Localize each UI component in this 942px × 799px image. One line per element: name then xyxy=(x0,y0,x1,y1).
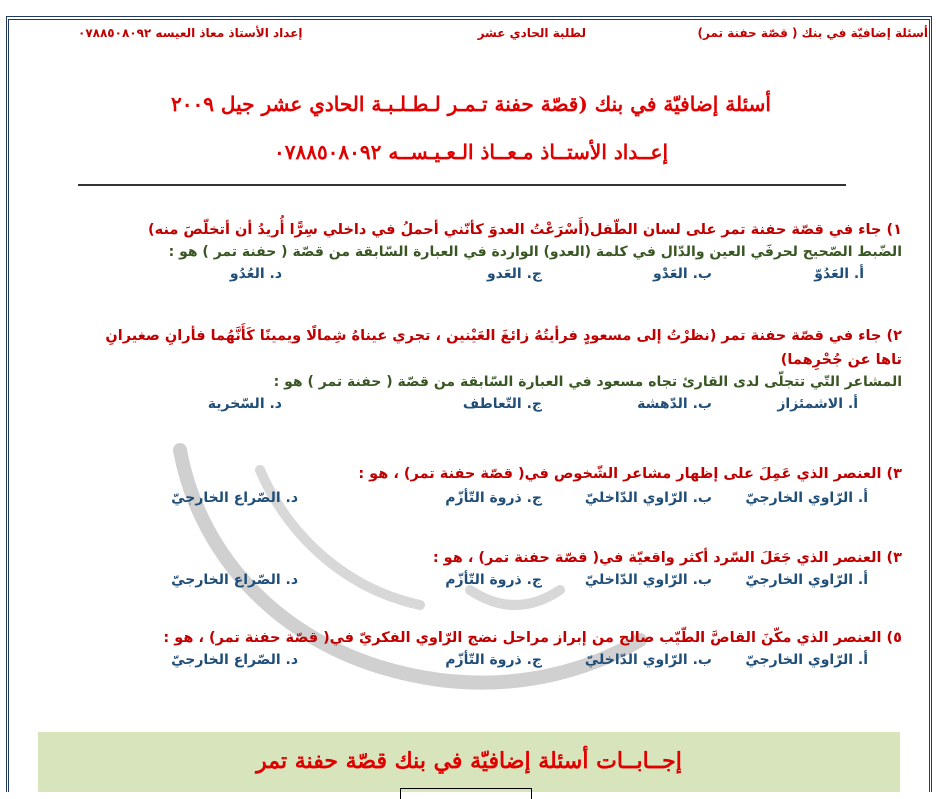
answer-table-edge xyxy=(400,788,532,799)
question-2-stem: المشاعر التّي تتجلّى لدى القارئ تجاه مسعود في العبارة السّابقة من قصّة ( حفنة تمر ) هو : xyxy=(273,374,902,390)
header-right: أسئلة إضافيّة في بنك ( قصّة حفنة تمر) xyxy=(697,26,928,40)
q2-option-c[interactable]: ج. التّعاطف xyxy=(462,396,542,412)
q3-option-b[interactable]: ب. الرّاوي الدّاخليّ xyxy=(584,490,712,506)
q3-option-a[interactable]: أ. الرّاوي الخارجيّ xyxy=(745,490,868,506)
question-4: ٣) العنصر الذي جَعَلَ السّرد أكثر واقعيّة في( قصّة حفنة تمر) ، هو : xyxy=(432,550,902,566)
author-title: إعــداد الأستــاذ مـعــاذ الـعـيـســه ٠٧٨٨٥٠٨٠٩٢ xyxy=(273,140,669,164)
q5-option-b[interactable]: ب. الرّاوي الدّاخليّ xyxy=(584,652,712,668)
q3-option-d[interactable]: د. الصّراع الخارجيّ xyxy=(171,490,298,506)
q1-option-b[interactable]: ب. العَدْو xyxy=(652,266,712,282)
question-1-stem: الضّبط الصّحيح لحرفَي العين والدّال في كلمة (العدو) الواردة في العبارة السّابقة من قصّة ( حفنة تمر ) هو : xyxy=(168,244,902,260)
q3-option-c[interactable]: ج. ذروة التّأزّم xyxy=(445,490,542,506)
q1-option-a[interactable]: أ. العَدُوّ xyxy=(814,266,864,282)
answers-title: إجــابــات أسئلة إضافيّة في بنك قصّة حفنة تمر xyxy=(256,748,682,774)
question-5: ٥) العنصر الذي مكّنَ القاصَّ الطّيّب صالح من إبراز مراحل نضج الرّاوي الفكريّ في( قصّة حفنة تمر) ، هو : xyxy=(163,630,902,646)
main-title: أسئلة إضافيّة في بنك (قصّة حفنة تـمـر لـطـلـبـة الحادي عشر جيل ٢٠٠٩ xyxy=(171,92,771,116)
question-2-cont: تاها عن جُحْرِهما) xyxy=(780,352,902,368)
header-left: إعداد الأستاذ معاذ العيسه ٠٧٨٨٥٠٨٠٩٢ xyxy=(78,26,303,40)
q4-option-d[interactable]: د. الصّراع الخارجيّ xyxy=(171,572,298,588)
q5-option-d[interactable]: د. الصّراع الخارجيّ xyxy=(171,652,298,668)
q2-option-d[interactable]: د. السّخرية xyxy=(207,396,282,412)
divider xyxy=(78,184,846,186)
q2-option-a[interactable]: أ. الاشمئزاز xyxy=(777,396,858,412)
question-2: ٢) جاء في قصّة حفنة تمر (نظرْتُ إلى مسعودٍ فرأيتُهُ زائغَ العَيْنين ، تجري عيناهُ شِمالًا ويمينًا كَأَنَّهُما فأرانِ صغيرانِ xyxy=(105,328,902,344)
question-1: ١) جاء في قصّة حفنة تمر على لسان الطّفل(أَسْرَعْتُ العدوَ كأنّني أحملُ في داخلي سِرًّا أُريدُ أن أتخلّصَ منه) xyxy=(148,222,902,238)
q4-option-c[interactable]: ج. ذروة التّأزّم xyxy=(445,572,542,588)
q1-option-c[interactable]: ج. العَدو xyxy=(486,266,542,282)
q4-option-b[interactable]: ب. الرّاوي الدّاخليّ xyxy=(584,572,712,588)
q1-option-d[interactable]: د. العُدُو xyxy=(229,266,282,282)
page-header xyxy=(14,26,928,48)
q5-option-a[interactable]: أ. الرّاوي الخارجيّ xyxy=(745,652,868,668)
q4-option-a[interactable]: أ. الرّاوي الخارجيّ xyxy=(745,572,868,588)
q5-option-c[interactable]: ج. ذروة التّأزّم xyxy=(445,652,542,668)
answers-banner xyxy=(38,732,900,792)
q2-option-b[interactable]: ب. الدّهشة xyxy=(637,396,712,412)
header-middle: لطلبة الحادي عشر xyxy=(477,26,586,40)
question-3: ٣) العنصر الذي عَمِلَ على إظهار مشاعر الشّخوص في( قصّة حفنة تمر) ، هو : xyxy=(358,466,902,482)
